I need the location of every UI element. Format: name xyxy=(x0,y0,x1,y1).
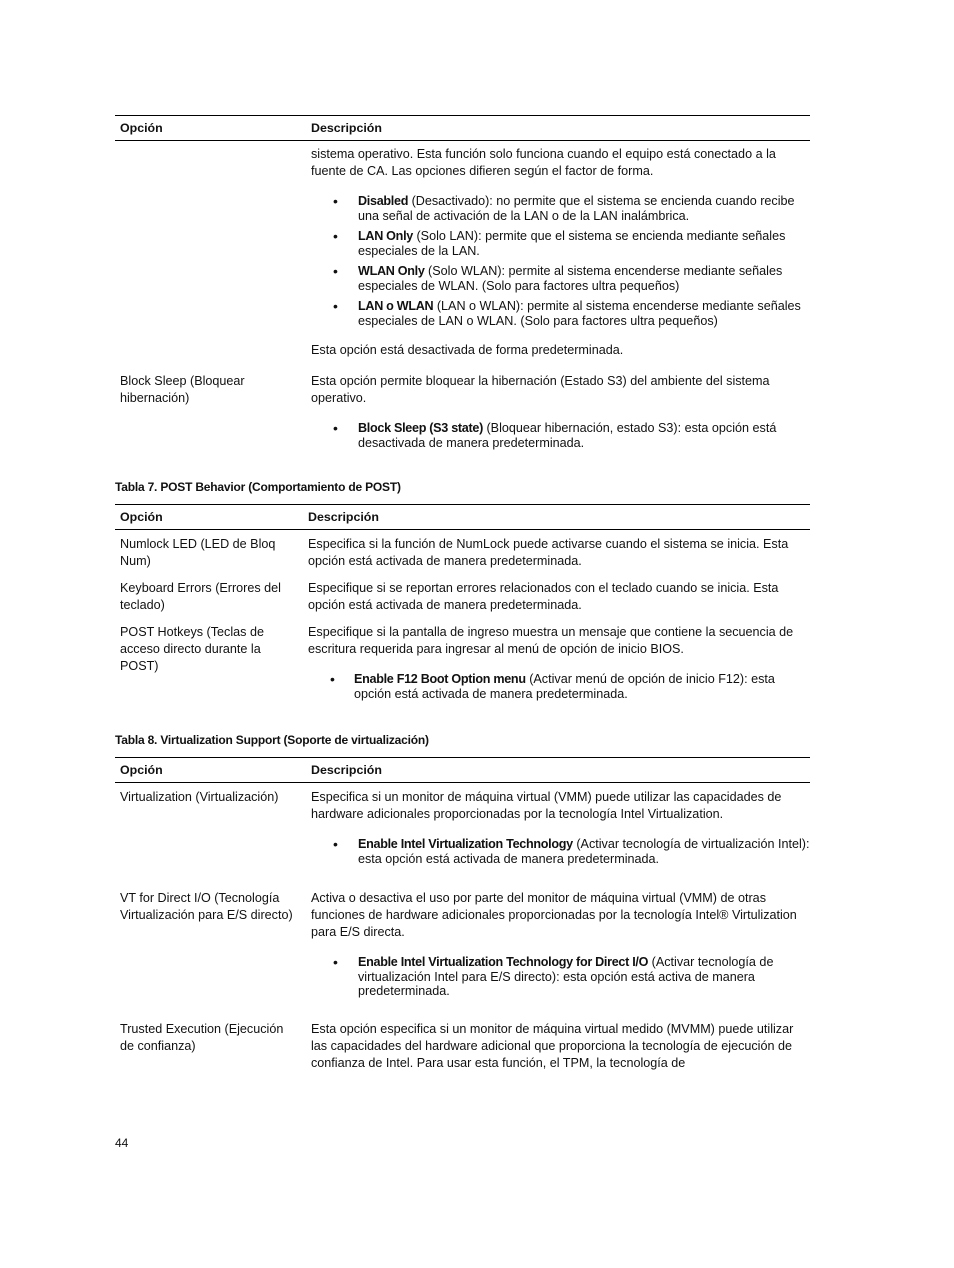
table-row xyxy=(115,1021,810,1080)
description-text: Especifica si un monitor de máquina virtual (VMM) puede utilizar las capacidades de hardware adicionales proporcionadas por la tecnología Intel Virtualization. xyxy=(311,790,782,821)
column-header-option: Opción xyxy=(120,763,163,777)
column-header-description: Descripción xyxy=(311,121,382,135)
options-list xyxy=(311,837,810,866)
description-text: Esta opción especifica si un monitor de máquina virtual medido (MVMM) puede utilizar las capacidades del hardware adicional que proporciona la tecnología de ejecución de confianza de Intel. Para usar esta función, el TPM, la tecnología de xyxy=(311,1021,794,1070)
table-row xyxy=(115,367,810,464)
description-cell xyxy=(308,624,810,701)
list-item xyxy=(311,264,810,293)
option-cell: Numlock LED (LED de Bloq Num) xyxy=(120,537,276,568)
option-explanation: (Activar tecnología de virtualización Intel para E/S directo): esta opción está activa de manera predeterminada. xyxy=(358,955,774,998)
table-row xyxy=(115,890,810,1021)
option-term: WLAN Only xyxy=(358,264,425,278)
table-row xyxy=(115,578,810,622)
option-cell: Trusted Execution (Ejecución de confianza) xyxy=(120,1021,284,1053)
description-text: Especifique si la pantalla de ingreso muestra un mensaje que contiene la secuencia de escritura requerida para ingresar al menú de opción de inicio BIOS. xyxy=(308,625,794,656)
table-8-caption: Tabla 8. Virtualization Support (Soporte de virtualización) xyxy=(115,733,429,747)
description-text: Activa o desactiva el uso por parte del monitor de máquina virtual (VMM) de otras funciones de hardware adicionales proporcionadas por la tecnología Intel® Virtulization para E/S directa. xyxy=(311,891,797,939)
table-row xyxy=(115,530,810,578)
description-text: Especifica si la función de NumLock puede activarse cuando el sistema se inicia. Esta opción está activada de manera predeterminada. xyxy=(308,537,789,568)
description-cell xyxy=(311,789,810,866)
column-header-description: Descripción xyxy=(308,510,379,524)
options-list xyxy=(311,421,810,450)
option-term: LAN o WLAN xyxy=(358,299,434,313)
option-explanation: (Solo WLAN): permite al sistema encenderse mediante señales especiales de WLAN. (Solo para factores ultra pequeños) xyxy=(358,264,783,293)
description-cell xyxy=(308,536,810,570)
option-term: Enable Intel Virtualization Technology for Direct I/O xyxy=(358,955,649,969)
table-row xyxy=(115,783,810,890)
list-item xyxy=(311,299,810,328)
option-explanation: (Activar tecnología de virtualización Intel): esta opción está activada de manera predeterminada. xyxy=(358,837,810,866)
list-item xyxy=(308,672,810,701)
option-explanation: (Activar menú de opción de inicio F12): esta opción está activada de manera predeterminada. xyxy=(354,672,775,701)
description-cell xyxy=(311,373,810,450)
list-item xyxy=(311,194,810,223)
options-list xyxy=(308,672,810,701)
option-explanation: (Bloquear hibernación, estado S3): esta opción está desactivada de manera predeterminada. xyxy=(358,421,777,450)
list-item xyxy=(311,837,810,866)
option-term: Block Sleep (S3 state) xyxy=(358,421,483,435)
option-explanation: (Desactivado): no permite que el sistema se encienda cuando recibe una señal de activación de la LAN o de la LAN inalámbrica. xyxy=(358,194,795,223)
table-header xyxy=(115,504,810,530)
column-header-option: Opción xyxy=(120,510,163,524)
option-term: Disabled xyxy=(358,194,409,208)
table-7-caption: Tabla 7. POST Behavior (Comportamiento de POST) xyxy=(115,480,401,494)
table-header xyxy=(115,115,810,141)
options-list xyxy=(311,194,810,328)
list-item xyxy=(311,229,810,258)
default-note: Esta opción está desactivada de forma predeterminada. xyxy=(311,343,624,357)
option-cell: POST Hotkeys (Teclas de acceso directo durante la POST) xyxy=(120,625,264,673)
option-cell: Virtualization (Virtualización) xyxy=(120,790,279,804)
options-list xyxy=(311,955,810,999)
description-cell xyxy=(311,146,810,359)
table-6 xyxy=(115,115,810,464)
page-number: 44 xyxy=(115,1136,129,1150)
list-item xyxy=(311,955,810,999)
option-cell: VT for Direct I/O (Tecnología Virtualización para E/S directo) xyxy=(120,891,293,922)
description-cell xyxy=(311,1021,810,1072)
description-cell xyxy=(311,890,810,999)
column-header-option: Opción xyxy=(120,121,163,135)
option-explanation: (Solo LAN): permite que el sistema se encienda mediante señales especiales de la LAN. xyxy=(358,229,786,258)
description-text: sistema operativo. Esta función solo funciona cuando el equipo está conectado a la fuente de CA. Las opciones difieren según el factor de forma. xyxy=(311,147,776,178)
description-cell xyxy=(308,580,810,614)
option-cell: Block Sleep (Bloquear hibernación) xyxy=(120,374,245,405)
column-header-description: Descripción xyxy=(311,763,382,777)
description-text: Especifique si se reportan errores relacionados con el teclado cuando se inicia. Esta opción está activada de manera predeterminada. xyxy=(308,581,779,612)
option-term: LAN Only xyxy=(358,229,413,243)
option-term: Enable F12 Boot Option menu xyxy=(354,672,526,686)
table-row xyxy=(115,622,810,715)
description-text: Esta opción permite bloquear la hibernación (Estado S3) del ambiente del sistema operativo. xyxy=(311,374,770,405)
table-7 xyxy=(115,504,810,715)
option-cell: Keyboard Errors (Errores del teclado) xyxy=(120,581,281,612)
table-8 xyxy=(115,757,810,1080)
option-explanation: (LAN o WLAN): permite al sistema encenderse mediante señales especiales de LAN o WLAN. (Solo para factores ultra pequeños) xyxy=(358,299,801,328)
list-item xyxy=(311,421,810,450)
table-header xyxy=(115,757,810,783)
option-term: Enable Intel Virtualization Technology xyxy=(358,837,573,851)
table-row xyxy=(115,141,810,367)
